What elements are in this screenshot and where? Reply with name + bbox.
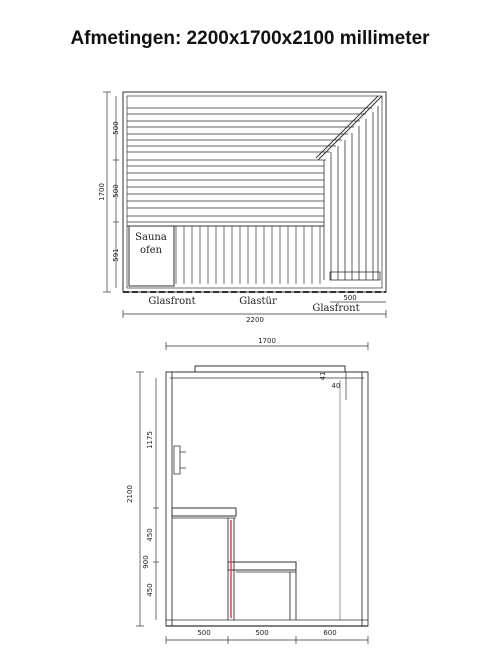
dim-left-bottom: 591 — [112, 248, 120, 262]
heater-label-2: ofen — [139, 245, 163, 256]
dim-side-500: 500 — [343, 294, 357, 302]
glasfront-left-label: Glasfront — [148, 296, 196, 307]
dim-small-40: 40 — [331, 382, 341, 390]
roof-beam — [195, 366, 345, 372]
upper-bench-top — [172, 508, 236, 516]
dim-bottom-1: 500 — [197, 629, 211, 637]
dim-small-41: 41 — [319, 371, 327, 381]
glasfront-right-label: Glasfront — [312, 303, 360, 314]
upper-bench-slats — [127, 108, 372, 160]
dim-bottom-3: 600 — [323, 629, 337, 637]
glastuer-label: Glastür — [239, 296, 277, 307]
dim-left-mid: 500 — [112, 184, 120, 198]
left-wall — [166, 372, 172, 626]
lower-bench-top — [228, 562, 296, 570]
dim-side-height: 2100 — [126, 485, 134, 503]
backrest — [174, 446, 180, 474]
corner-diagonal — [318, 96, 382, 160]
heater-label-1: Sauna — [135, 232, 167, 243]
dim-bottom-2: 500 — [255, 629, 269, 637]
dim-side-width: 1700 — [258, 337, 276, 345]
plan-outer-frame — [123, 92, 386, 292]
dim-side-upper: 1175 — [146, 431, 154, 449]
dim-side-lower: 900 — [142, 555, 150, 569]
dim-left-top: 500 — [112, 121, 120, 135]
right-wall — [362, 372, 368, 626]
dim-bench-lower: 450 — [146, 583, 154, 597]
middle-bench-slats — [127, 166, 324, 222]
dim-plan-depth: 1700 — [98, 183, 106, 201]
side-bench-slats — [324, 106, 378, 280]
page-title: Afmetingen: 2200x1700x2100 millimeter — [70, 28, 430, 49]
plan-view — [103, 92, 386, 318]
dim-plan-width: 2200 — [246, 316, 264, 324]
dim-bench-upper: 450 — [146, 528, 154, 542]
floor-slats — [176, 226, 320, 284]
